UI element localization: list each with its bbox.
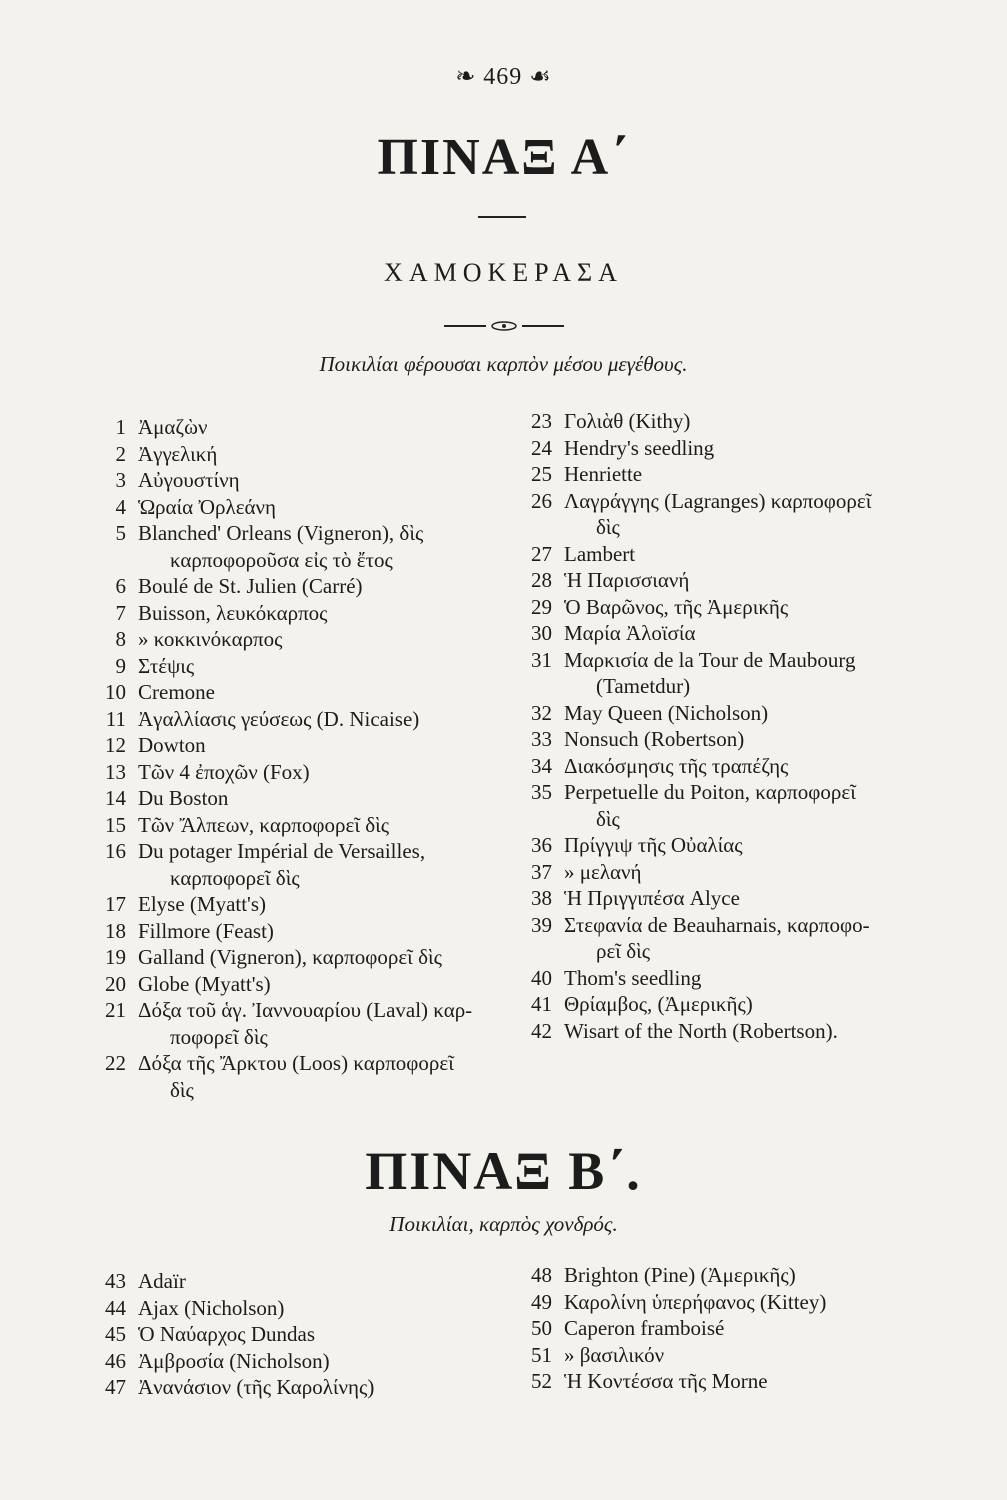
item-name: Perpetuelle du Poiton, καρποφορεῖ	[564, 780, 856, 804]
item-name: Ἀνανάσιον (τῆς Καρολίνης)	[138, 1375, 375, 1399]
list-item	[524, 1315, 934, 1342]
item-number: 15	[105, 812, 126, 837]
item-name: Wisart of the North (Robertson).	[564, 1018, 838, 1043]
list-item	[98, 1050, 498, 1103]
item-name: Dowton	[138, 733, 206, 757]
item-name: Cremone	[138, 680, 215, 704]
item-number: 14	[105, 786, 126, 810]
item-name: Ὁ Βαρῶνος, τῆς Ἀμερικῆς	[564, 594, 789, 619]
list-item	[524, 647, 934, 700]
item-number: 3	[115, 468, 126, 492]
item-name: Hendry's seedling	[564, 435, 715, 460]
list-item	[98, 732, 498, 759]
item-number: 18	[105, 918, 126, 943]
item-number: 51	[531, 1342, 552, 1367]
item-continuation: (Tametdur)	[596, 674, 691, 698]
item-name: Ἀγγελική	[138, 441, 218, 466]
item-name: Ἀμαζὼν	[138, 415, 208, 439]
item-number: 23	[531, 409, 552, 433]
item-name: Lambert	[564, 541, 636, 566]
list-item	[524, 594, 934, 621]
item-number: 41	[531, 992, 552, 1016]
item-name: Δόξα τῆς Ἄρκτου (Loos) καρποφορεῖ	[138, 1051, 454, 1075]
item-number: 1	[115, 415, 126, 439]
item-name: Λαγράγγης (Lagranges) καρποφορεῖ	[564, 488, 872, 513]
list-item	[524, 1342, 934, 1369]
item-name: Αὐγουστίνη	[138, 468, 240, 492]
item-name: Τῶν Ἄλπεων, καρποφορεῖ δὶς	[138, 812, 390, 837]
table-b-title: ΠΙΝΑΞ Β΄.	[365, 1141, 642, 1201]
item-number: 37	[531, 859, 552, 884]
list-item	[524, 567, 934, 594]
item-continuation: καρποφοροῦσα εἰς τὸ ἔτος	[170, 547, 393, 572]
item-name: Στεφανία de Beauharnais, καρποφο-	[564, 912, 870, 937]
item-name: Ἡ Πριγγιπέσα Alyce	[564, 886, 740, 910]
item-number: 2	[115, 441, 126, 466]
item-name: Μαρκισία de la Tour de Maubourg	[564, 647, 856, 672]
item-name: Διακόσμησις τῆς τραπέζης	[564, 753, 789, 778]
list-item	[98, 520, 498, 573]
item-number: 39	[531, 912, 552, 937]
item-name: Ἀμβροσία (Nicholson)	[138, 1348, 330, 1373]
item-continuation: δὶς	[170, 1077, 194, 1102]
list-item	[524, 726, 934, 753]
list-item	[98, 944, 498, 971]
item-number: 20	[105, 971, 126, 996]
item-number: 9	[115, 653, 126, 678]
table-a-subtitle: Ποικιλίαι φέρουσαι καρπὸν μέσου μεγέθους.	[319, 352, 688, 376]
list-item	[524, 700, 934, 727]
item-name: Galland (Vigneron), καρποφορεῖ δὶς	[138, 945, 442, 969]
item-number: 5	[115, 521, 126, 545]
list-item	[524, 488, 934, 541]
list-item	[98, 812, 498, 839]
item-number: 44	[105, 1295, 126, 1320]
item-name: Ἡ Κοντέσσα τῆς Morne	[564, 1369, 768, 1393]
table-b-left-column	[98, 1268, 498, 1401]
item-number: 26	[531, 488, 552, 513]
item-name: Μαρία Ἀλοϊσία	[564, 621, 696, 645]
item-number: 31	[531, 647, 552, 672]
item-name: Καρολίνη ὑπερήφανος (Kittey)	[564, 1289, 827, 1314]
item-number: 52	[531, 1369, 552, 1393]
list-item	[98, 1268, 498, 1295]
item-number: 6	[115, 574, 126, 598]
item-number: 30	[531, 621, 552, 645]
item-number: 10	[105, 680, 126, 704]
item-number: 24	[531, 435, 552, 460]
item-name: Du potager Impérial de Versailles,	[138, 839, 426, 863]
item-name: Caperon framboisé	[564, 1316, 725, 1340]
item-name: Adaïr	[138, 1269, 186, 1293]
right-fleuron-icon: ☙	[522, 64, 552, 90]
item-continuation: ρεῖ δὶς	[596, 939, 651, 963]
list-item	[524, 461, 934, 488]
item-name: Θρίαμβος, (Ἀμερικῆς)	[564, 992, 753, 1016]
list-item	[524, 885, 934, 912]
item-name: Blanched' Orleans (Vigneron), δὶς	[138, 521, 424, 545]
item-number: 35	[531, 780, 552, 804]
item-number: 12	[105, 733, 126, 757]
page-number: 469	[483, 64, 523, 90]
item-number: 43	[105, 1269, 126, 1293]
item-continuation: δὶς	[596, 515, 620, 539]
list-item	[524, 620, 934, 647]
item-number: 27	[531, 541, 552, 566]
list-item	[98, 706, 498, 733]
item-number: 32	[531, 700, 552, 725]
item-number: 8	[115, 627, 126, 651]
list-item	[98, 494, 498, 521]
item-continuation: καρποφορεῖ δὶς	[170, 865, 300, 890]
item-name: May Queen (Nicholson)	[564, 700, 769, 725]
table-a-left-column	[98, 414, 498, 1103]
list-item	[98, 759, 498, 786]
list-item	[98, 785, 498, 812]
item-name: » βασιλικόν	[564, 1342, 665, 1367]
list-item	[524, 753, 934, 780]
list-item	[98, 838, 498, 891]
item-continuation: δὶς	[596, 806, 620, 831]
item-number: 29	[531, 594, 552, 619]
item-number: 50	[531, 1316, 552, 1340]
list-item	[98, 1321, 498, 1348]
item-name: Globe (Myatt's)	[138, 971, 271, 996]
item-number: 40	[531, 965, 552, 990]
item-number: 13	[105, 759, 126, 784]
item-name: Ἡ Παρισσιανή	[564, 568, 690, 592]
item-name: Ἀγαλλίασις γεύσεως (D. Nicaise)	[138, 706, 420, 731]
list-item	[98, 1295, 498, 1322]
table-a-right-column	[524, 408, 934, 1044]
item-number: 33	[531, 727, 552, 751]
list-item	[524, 408, 934, 435]
list-item	[98, 414, 498, 441]
list-item	[524, 965, 934, 992]
item-number: 45	[105, 1322, 126, 1346]
item-number: 16	[105, 839, 126, 863]
list-item	[98, 653, 498, 680]
page-number-header	[0, 62, 1007, 91]
item-name: » μελανή	[564, 859, 642, 884]
list-item	[98, 1374, 498, 1401]
list-item	[98, 891, 498, 918]
list-item	[524, 779, 934, 832]
item-number: 25	[531, 462, 552, 486]
item-number: 11	[105, 706, 126, 731]
item-number: 19	[105, 945, 126, 969]
item-number: 34	[531, 753, 552, 778]
left-fleuron-icon: ❧	[455, 64, 484, 90]
list-item	[98, 441, 498, 468]
item-number: 46	[105, 1348, 126, 1373]
list-item	[98, 971, 498, 998]
list-item	[524, 435, 934, 462]
item-name: » κοκκινόκαρπος	[138, 627, 283, 651]
item-number: 36	[531, 833, 552, 857]
list-item	[98, 1348, 498, 1375]
item-name: Πρίγγιψ τῆς Οὐαλίας	[564, 833, 743, 857]
item-name: Nonsuch (Robertson)	[564, 727, 745, 751]
item-name: Γολιὰθ (Kithy)	[564, 409, 691, 433]
list-item	[524, 859, 934, 886]
list-item	[98, 573, 498, 600]
item-number: 38	[531, 886, 552, 910]
list-item	[98, 918, 498, 945]
list-item	[98, 679, 498, 706]
item-name: Δόξα τοῦ ἁγ. Ἰαννουαρίου (Laval) καρ-	[138, 998, 473, 1022]
ornamental-divider	[442, 320, 566, 332]
list-item	[98, 997, 498, 1050]
item-name: Henriette	[564, 462, 643, 486]
item-number: 42	[531, 1018, 552, 1043]
item-name: Buisson, λευκόκαρπος	[138, 600, 328, 625]
list-item	[98, 626, 498, 653]
item-name: Τῶν 4 ἐποχῶν (Fox)	[138, 759, 310, 784]
item-number: 22	[105, 1051, 126, 1075]
table-a-title: ΠΙΝΑΞ Α΄	[377, 129, 630, 186]
item-name: Du Boston	[138, 786, 229, 810]
list-item	[524, 1262, 934, 1289]
list-item	[524, 1368, 934, 1395]
title-rule	[478, 216, 526, 218]
list-item	[524, 912, 934, 965]
list-item	[524, 1018, 934, 1045]
list-item	[524, 541, 934, 568]
list-item	[98, 600, 498, 627]
item-number: 4	[115, 494, 126, 519]
table-b-right-column	[524, 1262, 934, 1395]
item-name: Στέψις	[138, 653, 195, 678]
item-number: 21	[105, 998, 126, 1022]
section-title: ΧΑΜΟΚΕΡΑΣΑ	[384, 258, 623, 287]
item-number: 17	[105, 892, 126, 916]
item-name: Thom's seedling	[564, 965, 702, 990]
item-name: Ajax (Nicholson)	[138, 1295, 285, 1320]
item-name: Fillmore (Feast)	[138, 918, 274, 943]
table-b-subtitle: Ποικιλίαι, καρπὸς χονδρός.	[389, 1212, 618, 1236]
list-item	[98, 467, 498, 494]
item-name: Elyse (Myatt's)	[138, 892, 267, 916]
list-item	[524, 1289, 934, 1316]
item-name: Ὡραία Ὀρλεάνη	[138, 494, 277, 519]
item-number: 47	[105, 1375, 126, 1399]
item-number: 48	[531, 1263, 552, 1287]
item-continuation: ποφορεῖ δὶς	[170, 1024, 268, 1049]
item-number: 49	[531, 1289, 552, 1314]
item-number: 28	[531, 568, 552, 592]
item-number: 7	[115, 600, 126, 625]
list-item	[524, 991, 934, 1018]
item-name: Ὁ Ναύαρχος Dundas	[138, 1322, 315, 1346]
item-name: Boulé de St. Julien (Carré)	[138, 574, 363, 598]
item-name: Brighton (Pine) (Ἀμερικῆς)	[564, 1263, 796, 1287]
list-item	[524, 832, 934, 859]
